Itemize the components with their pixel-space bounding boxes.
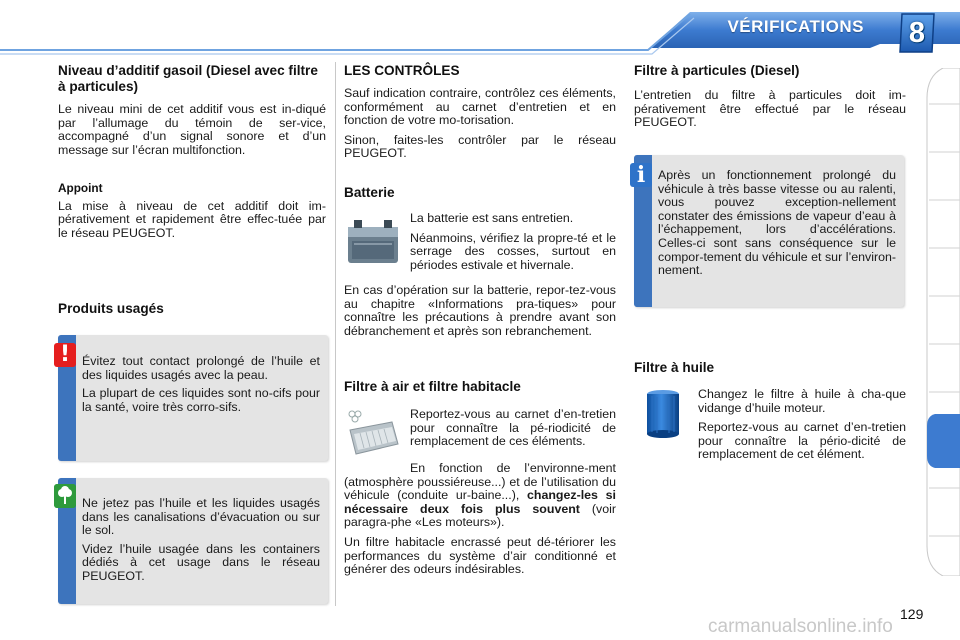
appoint-section bbox=[58, 182, 326, 246]
info-icon: i bbox=[630, 163, 652, 187]
huile-section bbox=[634, 360, 906, 376]
batterie-text-2: Néanmoins, vérifiez la propre-té et le serrage des cosses, surtout en périodes estivale et hivernale. bbox=[410, 230, 616, 272]
huile-title: Filtre à huile bbox=[634, 360, 715, 375]
controles-title: LES CONTRÔLES bbox=[344, 63, 460, 78]
produits-title: Produits usagés bbox=[58, 301, 164, 316]
batterie-section bbox=[344, 185, 616, 201]
huile-text-2: Reportez-vous au carnet d’en-tretien pour connaître la pério-dicité de remplacement de cet élément. bbox=[698, 420, 906, 462]
oil-filter-icon bbox=[642, 388, 684, 440]
warning-icon: ! bbox=[54, 343, 76, 367]
chapter-number: 8 bbox=[908, 17, 926, 49]
warning-text-1: Évitez tout contact prolongé de l’huile et des liquides usagés avec la peau. bbox=[82, 354, 320, 382]
filtre-air-text-2b: (voir paragra-phe «Les moteurs»). bbox=[344, 501, 616, 530]
filtre-air-text-3: Un filtre habitacle encrassé peut dé-tériorer les performances du système d’air conditionné et générer des odeurs indésirables. bbox=[344, 534, 616, 577]
info-box-text: Après un fonctionnement prolongé du véhicule à très basse vitesse ou au ralenti, vous pouvez exception-nellement constater des émissions de vapeur d’eau à l’échappement, lors d’accélérations. Celles-ci sont sans conséquence sur le compor-tement du véhicule et sur l’environ-nement. bbox=[658, 168, 896, 278]
chapter-tabs bbox=[925, 68, 960, 576]
produits-section bbox=[58, 301, 326, 317]
particules-title: Filtre à particules (Diesel) bbox=[634, 63, 800, 78]
air-filter-icon bbox=[344, 408, 402, 460]
filtre-air-text-block-2 bbox=[344, 462, 616, 583]
huile-text-1: Changez le filtre à huile à cha-que vidange d’huile moteur. bbox=[698, 387, 906, 415]
batterie-text-block-2 bbox=[344, 284, 616, 344]
batterie-text-1: La batterie est sans entretien. bbox=[410, 211, 574, 225]
warning-text-2: La plupart de ces liquides sont no-cifs pour la santé, voire très corro-sifs. bbox=[82, 386, 320, 414]
filtre-air-text-2-bold: changez-les si nécessaire deux fois plus souvent bbox=[344, 488, 616, 516]
filtre-air-text-block bbox=[410, 408, 616, 455]
battery-icon bbox=[344, 215, 402, 267]
section-title: VÉRIFICATIONS bbox=[727, 17, 864, 36]
particules-body: L’entretien du filtre à particules doit im-pérativement être effectué par le réseau PEUGEOT. bbox=[634, 88, 906, 130]
environment-text-1: Ne jetez pas l’huile et les liquides usagés dans les canalisations d’évacuation ou sur le sol. bbox=[82, 496, 320, 538]
filtre-air-text-1: Reportez-vous au carnet d’en-tretien pour connaître la pé-riodicité de remplacement de ces éléments. bbox=[410, 407, 616, 449]
controles-section bbox=[344, 63, 616, 167]
info-box-text-block bbox=[658, 169, 896, 283]
active-chapter-tab bbox=[927, 414, 960, 468]
appoint-title: Appoint bbox=[58, 181, 103, 195]
column-divider bbox=[335, 62, 336, 606]
watermark: carmanualsonline.info bbox=[708, 616, 893, 637]
batterie-text-block bbox=[410, 212, 616, 278]
batterie-text-3: En cas d’opération sur la batterie, repor-tez-vous au chapitre «Informations pra-tiques» pour connaître les précautions à prendre avant son débranchement et après son rebranchement. bbox=[344, 283, 616, 338]
additif-section bbox=[58, 63, 326, 95]
additif-body: Le niveau mini de cet additif vous est in-diqué par l’allumage du témoin de ser-vice, accompagné d’un signal sonore et d’un message sur l’écran multifonction. bbox=[58, 102, 326, 157]
controles-text-2: Sinon, faites-les contrôler par le réseau PEUGEOT. bbox=[344, 132, 616, 161]
additif-body-block bbox=[58, 103, 326, 163]
additif-title: Niveau d’additif gasoil (Diesel avec filtre à particules) bbox=[58, 63, 318, 94]
filtre-air-title: Filtre à air et filtre habitacle bbox=[344, 379, 521, 394]
page-number: 129 bbox=[900, 606, 924, 622]
filtre-air-text-2a: En fonction de l’environne-ment (atmosphère poussiéreuse...) et de l’utilisation du véhicule (conduite ur-baine...), bbox=[344, 461, 616, 503]
appoint-body: La mise à niveau de cet additif doit im-pérativement et rapidement être effec-tuée par le réseau PEUGEOT. bbox=[58, 198, 326, 240]
huile-text-block bbox=[698, 388, 906, 468]
filtre-air-section bbox=[344, 379, 616, 395]
controles-text-1: Sauf indication contraire, contrôlez ces éléments, conformément au carnet d’entretien et en fonction de votre mo-torisation. bbox=[344, 86, 616, 128]
batterie-title: Batterie bbox=[344, 185, 395, 200]
environment-box-text bbox=[82, 497, 320, 589]
tree-icon bbox=[54, 484, 76, 508]
filtre-air-text-2 bbox=[344, 462, 616, 530]
warning-box-text bbox=[82, 355, 320, 419]
environment-text-2: Videz l’huile usagée dans les containers dédiés à cet usage dans le réseau PEUGEOT. bbox=[82, 541, 320, 583]
particules-section bbox=[634, 63, 906, 136]
